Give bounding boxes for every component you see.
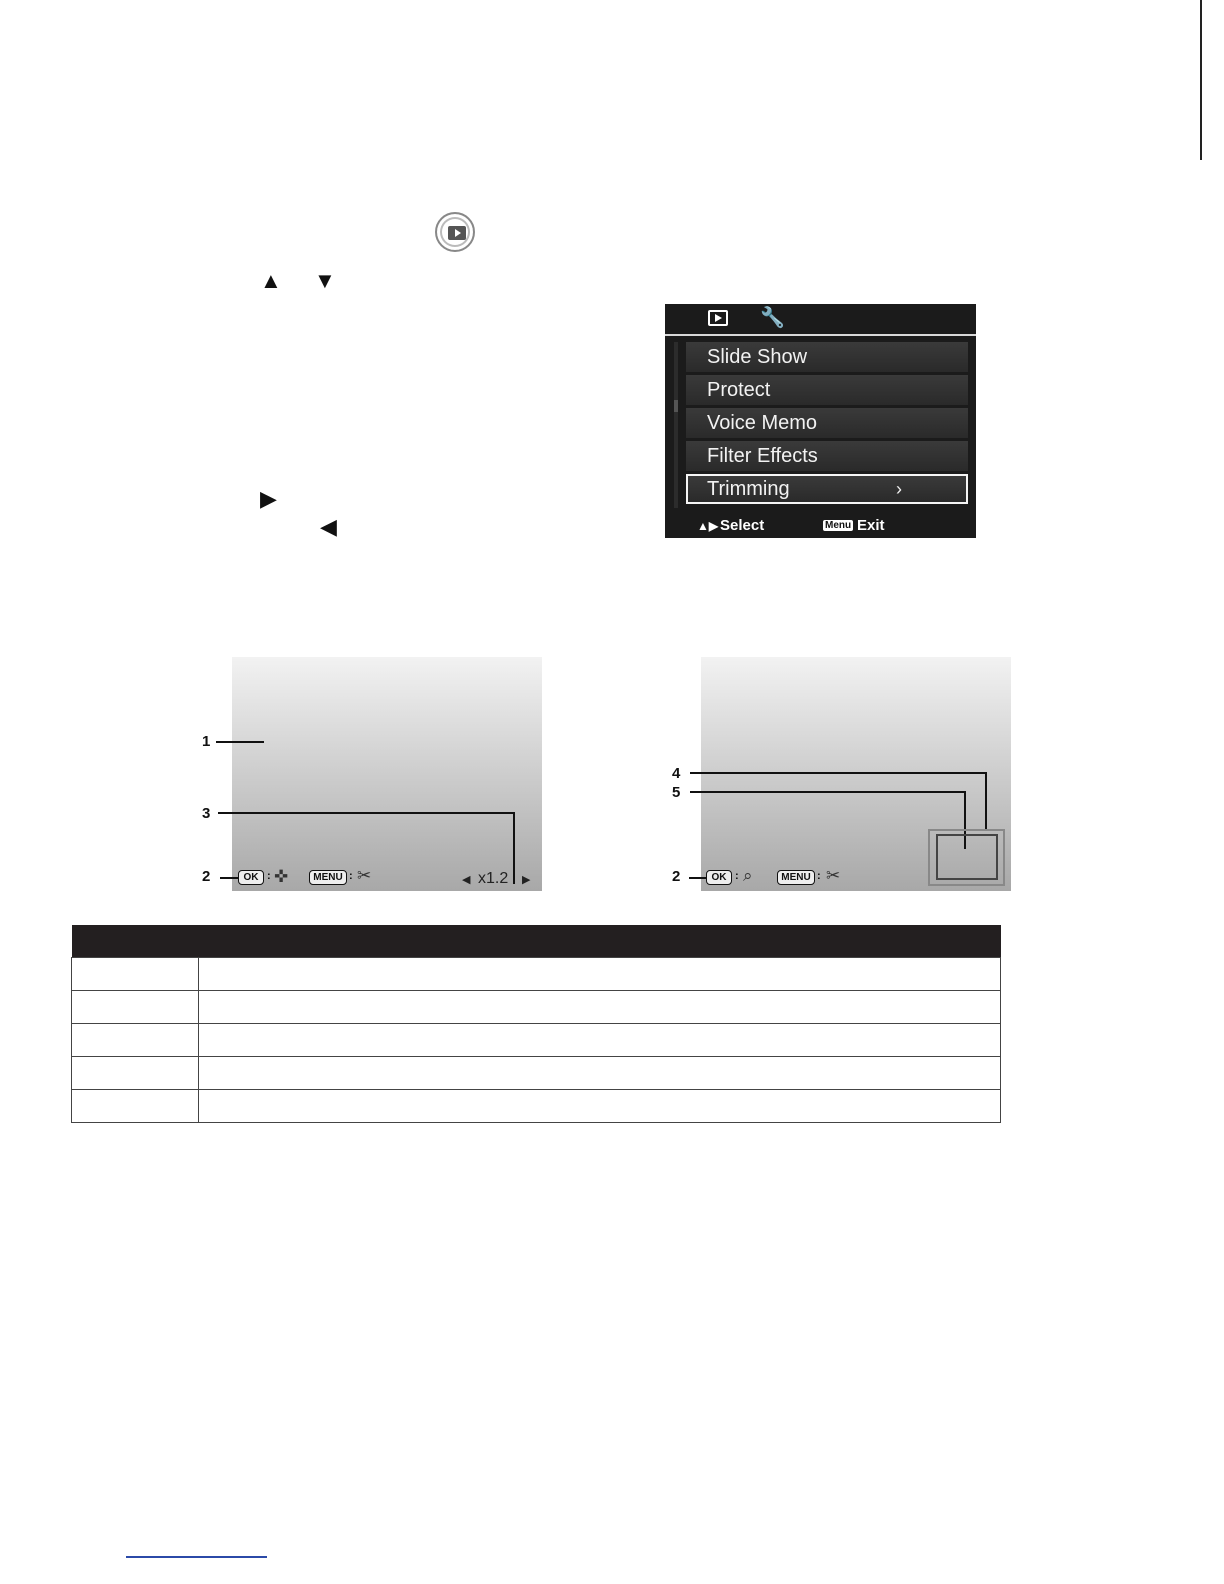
right-triangle-icon: ▶ [522, 874, 531, 886]
callout-description-table [71, 925, 1001, 1123]
menu-item-label: Filter Effects [707, 445, 818, 467]
callout-3: 3 [202, 805, 211, 822]
right-arrow-icon: ▶ [260, 486, 277, 511]
separator: : [735, 870, 739, 882]
table-cell [72, 1090, 199, 1123]
menu-key-icon: MENU [777, 870, 815, 885]
table-cell [199, 1057, 1001, 1090]
menu-tab-bar [665, 304, 976, 336]
callout-2: 2 [202, 868, 211, 885]
menu-key-icon: MENU [309, 870, 347, 885]
callout-line [513, 812, 515, 884]
separator: : [817, 870, 821, 882]
callout-4: 4 [672, 765, 681, 782]
menu-item-label: Voice Memo [707, 412, 818, 434]
table-header-cell [72, 925, 199, 958]
separator: : [349, 870, 353, 882]
callout-line [690, 772, 987, 774]
callout-5: 5 [672, 784, 681, 801]
table-cell [72, 1024, 199, 1057]
left-triangle-icon: ◀ [462, 874, 471, 886]
callout-line [220, 877, 238, 879]
table-cell [199, 1090, 1001, 1123]
table-cell [199, 1024, 1001, 1057]
table-cell [72, 958, 199, 991]
table-header-cell [199, 925, 1001, 958]
left-arrow-icon: ◀ [320, 514, 337, 539]
callout-line [218, 812, 515, 814]
magnifier-icon: ⌕ [743, 866, 753, 885]
menu-item-label: Trimming [707, 478, 790, 500]
select-hint: Select [720, 517, 765, 534]
menu-item-protect[interactable] [686, 375, 968, 405]
wrench-icon[interactable]: 🔧 [760, 307, 785, 329]
callout-1: 1 [202, 733, 211, 750]
footer-link-underline[interactable] [126, 1556, 267, 1558]
scissors-icon: ✂ [826, 866, 841, 885]
callout-line [689, 877, 707, 879]
table-header-row [72, 925, 1001, 958]
scissors-icon: ✂ [357, 866, 372, 885]
separator: : [267, 870, 271, 882]
callout-line [985, 772, 987, 830]
menu-list [686, 342, 968, 507]
page-edge-line [1200, 0, 1202, 160]
trim-area-frame [936, 834, 998, 880]
scrollbar-thumb[interactable] [674, 400, 678, 412]
table-row [72, 1090, 1001, 1123]
callout-2: 2 [672, 868, 681, 885]
menu-item-trimming[interactable] [686, 474, 968, 504]
zoom-ratio: x1.2 [478, 870, 509, 887]
menu-item-slide-show[interactable] [686, 342, 968, 372]
playback-menu-screen [665, 304, 976, 538]
callout-line [690, 791, 966, 793]
ok-key-icon: OK [706, 870, 732, 885]
chevron-right-icon: › [896, 479, 902, 499]
trim-preview-screen-left [232, 657, 542, 891]
menu-item-label: Protect [707, 379, 771, 401]
select-arrows-icon: ▲▶ [697, 519, 719, 533]
up-arrow-icon: ▲ [260, 268, 282, 293]
menu-key-icon: Menu [825, 520, 852, 531]
menu-item-filter-effects[interactable] [686, 441, 968, 471]
table-cell [72, 991, 199, 1024]
exit-hint: Exit [857, 517, 885, 534]
table-row [72, 1057, 1001, 1090]
table-cell [72, 1057, 199, 1090]
menu-item-voice-memo[interactable] [686, 408, 968, 438]
table-cell [199, 991, 1001, 1024]
table-row [72, 958, 1001, 991]
playback-icon[interactable] [708, 310, 728, 326]
menu-footer [665, 516, 976, 538]
playback-button-icon [435, 212, 475, 252]
table-row [72, 991, 1001, 1024]
move-cross-icon: ✜ [274, 867, 289, 886]
ok-key-icon: OK [238, 870, 264, 885]
menu-item-label: Slide Show [707, 346, 808, 368]
menu-scrollbar[interactable] [674, 342, 678, 508]
down-arrow-icon: ▼ [314, 268, 336, 293]
callout-line [216, 741, 264, 743]
table-row [72, 1024, 1001, 1057]
table-cell [199, 958, 1001, 991]
